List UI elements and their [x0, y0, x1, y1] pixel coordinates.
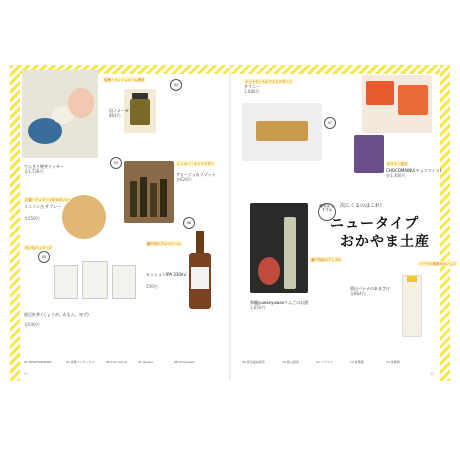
item06-tag: 瀬戸内のアロマビール — [147, 242, 181, 246]
item07-tag: ヤマトサンドのアイスデザート — [245, 80, 292, 84]
item-number-07: 07 — [324, 117, 336, 129]
footer-shop-10: 13 倉敷屋 — [386, 360, 400, 364]
item08-tag: ギフト・狛犬 — [387, 162, 408, 166]
item-number-02: 02 — [170, 79, 182, 91]
yellow-stripe-right — [440, 65, 450, 381]
item-number-06: 06 — [183, 217, 195, 229]
item10-name: 岡山バナナのあまざけ — [350, 286, 390, 291]
title-subtitle: 次にくるのはこれ! — [340, 203, 383, 209]
footer-shop-06: 09 森田醤油酒造 — [242, 360, 265, 364]
item05-tag: 白い缶パッケージ — [25, 246, 53, 250]
feature-title-line1: ニュータイプ — [330, 216, 420, 232]
item-number-05: 05 — [38, 251, 50, 263]
editor-badge: 編集部 おすすめ — [318, 203, 336, 221]
item03-price: 各626円 — [176, 177, 192, 182]
feature-title-line2: おかやま土産 — [340, 234, 430, 250]
bottles-photo — [124, 161, 174, 223]
amazake-bottle-photo — [402, 275, 422, 337]
chocolate-photo — [354, 135, 384, 173]
item02-name: 岩ノメーゼ — [109, 108, 129, 113]
chocolate-box-photo — [362, 75, 432, 133]
item07-name: サラニー — [244, 84, 260, 89]
item10-tag: バナナの風味がおいしい — [419, 262, 457, 266]
footer-shop-02: 03 倉敷アフタークス — [66, 360, 95, 364]
footer-shop-01: 03 DEKOTABATIRE — [24, 360, 52, 364]
item02-tag: 塩梅・マッシュルーム使用 — [104, 78, 145, 82]
footer-shop-04: 07 akiabu — [138, 360, 153, 364]
item04-price: 各250円 — [24, 216, 40, 221]
footer-shop-08: 11 コウヤマ — [316, 360, 333, 364]
sake-bottle-photo — [250, 203, 308, 293]
item07-price: 1,080円 — [244, 89, 260, 94]
item08-name: CHOCOMAINU(チョコマイヌ) — [386, 168, 442, 173]
item09-price: 1,650円 — [250, 305, 266, 310]
page-gutter — [229, 65, 231, 381]
beer-bottle-photo — [186, 231, 214, 311]
footer-shop-09: 12 倉敷製 — [350, 360, 364, 364]
item04-tag: 吉備・パッケージがかわいい — [25, 198, 70, 202]
cake-photo — [242, 103, 322, 161]
yellow-stripe-left — [10, 65, 20, 381]
tea-cans-photo — [52, 261, 136, 305]
item09-tag: 瀬戸内産のアップル — [311, 258, 342, 262]
page-number-left: 21 — [24, 372, 29, 376]
item08-price: 各1,300円 — [386, 173, 406, 178]
item06-name-line: セッションIPA 330ml — [146, 272, 186, 277]
page-number-right: 22 — [430, 372, 435, 376]
item10-price: 各864円 — [350, 291, 366, 296]
footer-shop-07: 10 岡山酒造 — [282, 360, 299, 364]
item-number-03: 03 — [110, 157, 122, 169]
item01-price: 各1,728円 — [24, 169, 44, 174]
item03-tag: ミッキー・キャラクター — [177, 162, 215, 166]
item01-name: でんきと煙突クッキー — [24, 164, 64, 169]
item02-price: 864円 — [109, 113, 121, 118]
item04-name: ミニコン吉 サブレー — [24, 204, 62, 209]
item03-name: アヒージョ＆リゾット — [176, 172, 216, 177]
item09-name: 和醸yuwaeyuwaeりんごのお酒 — [250, 300, 309, 305]
item05-name: 黒豆紅茶 (しょうが、れもん、ゆず) — [24, 312, 89, 317]
item06-price: 550円 — [146, 284, 158, 289]
footer-shop-05: 08 Chumnant — [174, 360, 195, 364]
footer-shop-03: 05 The Corner — [106, 360, 128, 364]
magazine-spread — [10, 65, 457, 381]
cookie-photo — [22, 70, 98, 158]
item05-price: 各540円 — [24, 322, 40, 327]
